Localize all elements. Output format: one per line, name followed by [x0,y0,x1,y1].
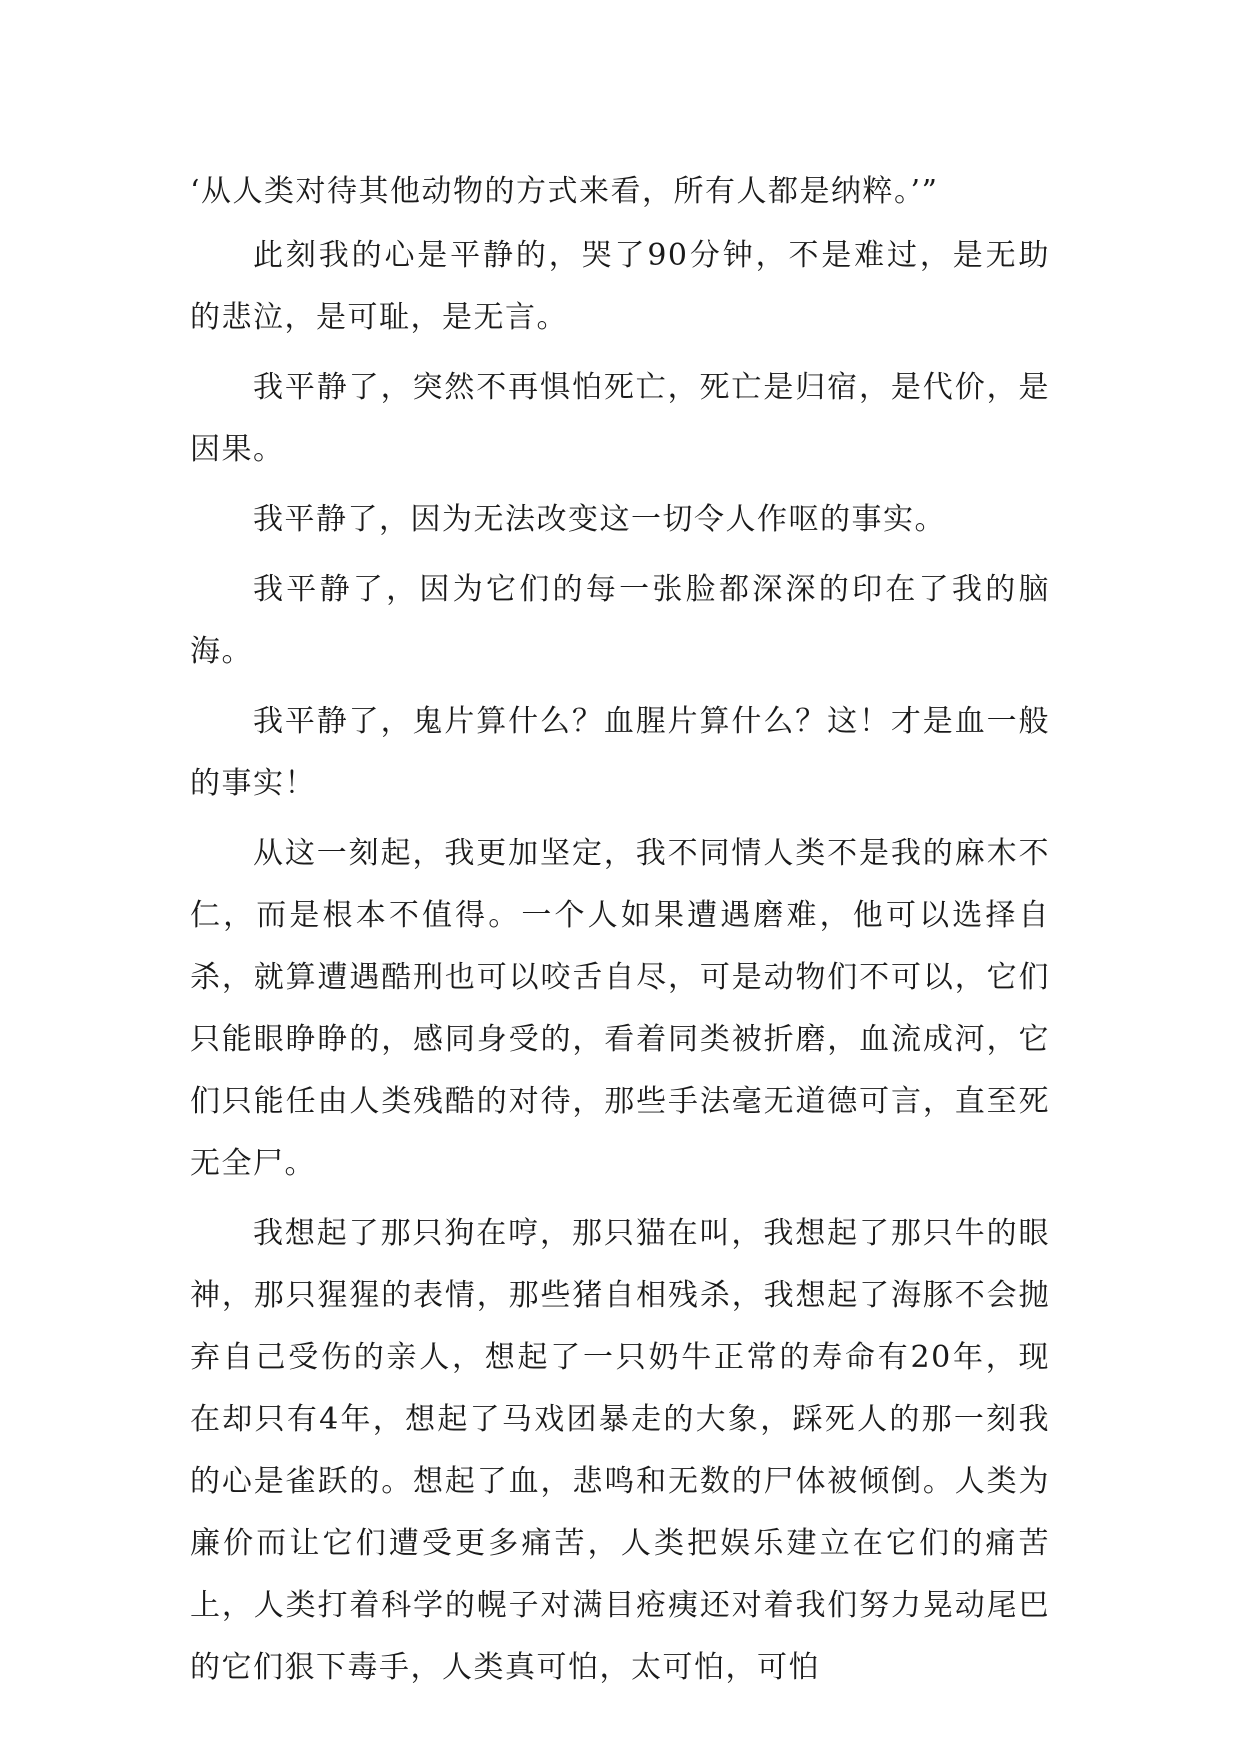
paragraph: 从这一刻起，我更加坚定，我不同情人类不是我的麻木不仁，而是根本不值得。一个人如果遭遇磨难，他可以选择自杀，就算遭遇酷刑也可以咬舌自尽，可是动物们不可以，它们只能眼睁睁的，感同身受的，看着同类被折磨，血流成河，它们只能任由人类残酷的对待，那些手法毫无道德可言，直至死无全尸。 [190,836,1050,1181]
paragraph: 我平静了，因为它们的每一张脸都深深的印在了我的脑海。 [190,572,1050,669]
paragraph: 我平静了，突然不再惧怕死亡，死亡是归宿，是代价，是因果。 [190,370,1050,467]
paragraph: 我想起了那只狗在哼，那只猫在叫，我想起了那只牛的眼神，那只猩猩的表情，那些猪自相残杀，我想起了海豚不会抛弃自己受伤的亲人，想起了一只奶牛正常的寿命有20年，现在却只有4年，想起了马戏团暴走的大象，踩死人的那一刻我的心是雀跃的。想起了血，悲鸣和无数的尸体被倾倒。人类为廉价而让它们遭受更多痛苦，人类把娱乐建立在它们的痛苦上，人类打着科学的幌子对满目疮痍还对着我们努力晃动尾巴的它们狠下毒手，人类真可怕，太可怕，可怕 [190,1216,1050,1685]
paragraph: 我平静了，因为无法改变这一切令人作呕的事实。 [253,502,946,537]
document-body [190,161,1050,1707]
paragraph: 此刻我的心是平静的，哭了90分钟，不是难过，是无助的悲泣，是可耻，是无言。 [190,238,1050,335]
paragraph-quote: ‘从人类对待其他动物的方式来看，所有人都是纳粹。’” [190,174,939,209]
paragraph: 我平静了，鬼片算什么？血腥片算什么？这！才是血一般的事实！ [190,704,1050,801]
